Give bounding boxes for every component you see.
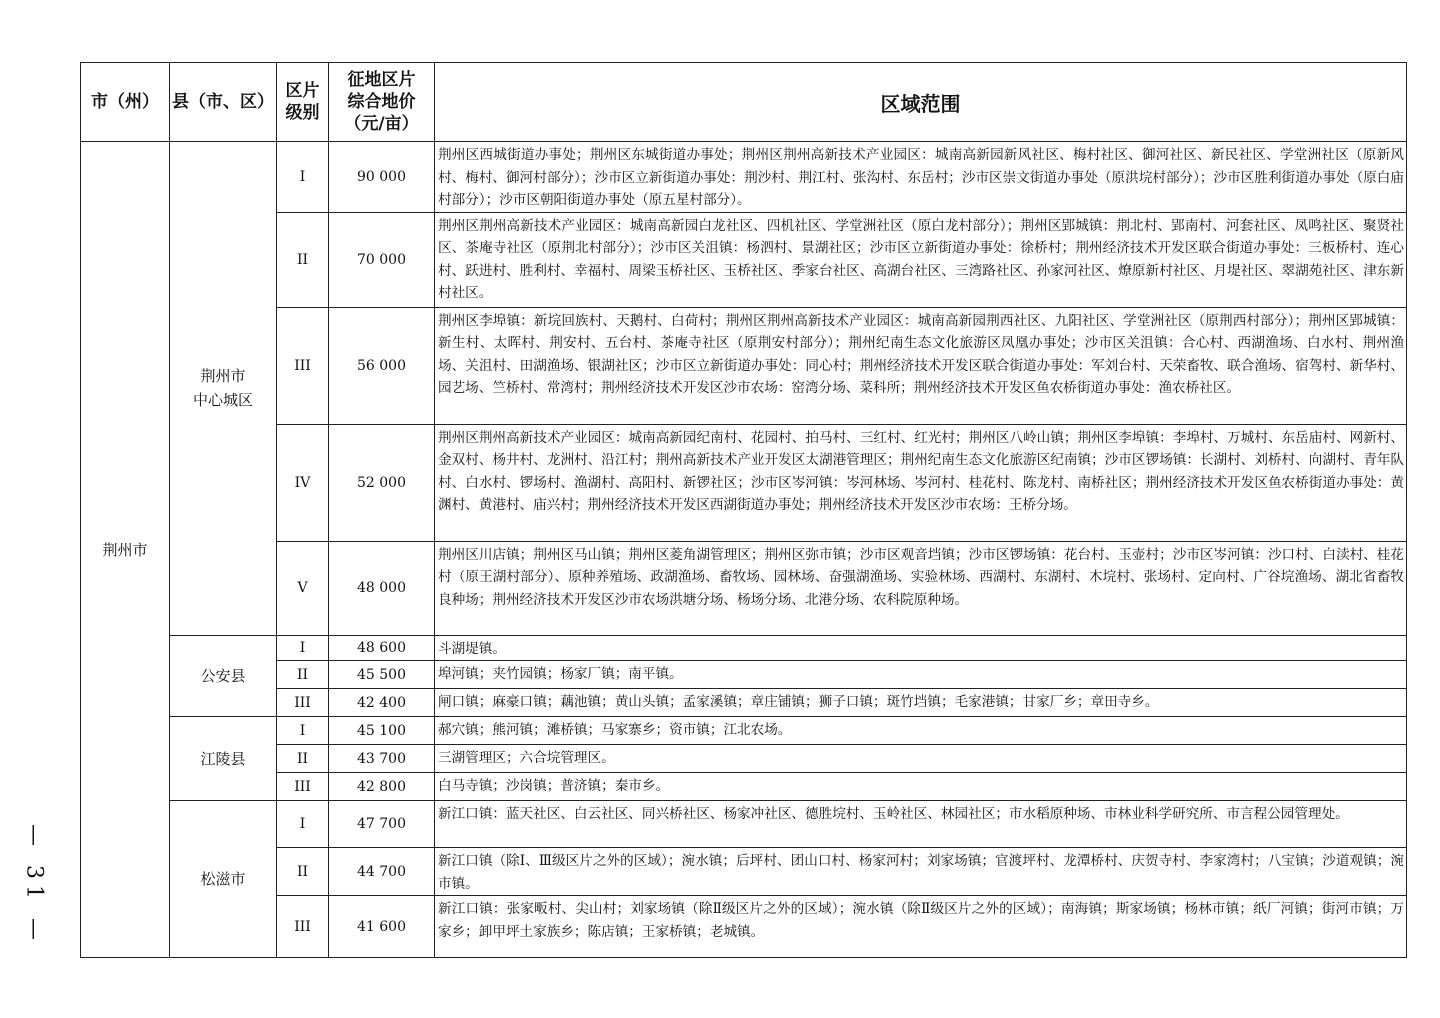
table-row	[81, 635, 1407, 661]
county-cell: 松滋市	[170, 801, 277, 958]
land-price-table	[80, 62, 1407, 958]
header-price: 征地区片 综合地价 （元/亩）	[329, 63, 435, 142]
header-range: 区域范围	[435, 63, 1407, 142]
level-cell: III	[277, 773, 329, 801]
table-row	[81, 717, 1407, 745]
range-cell: 三湖管理区；六合垸管理区。	[435, 745, 1407, 773]
range-cell: 荆州区川店镇；荆州区马山镇；荆州区菱角湖管理区；荆州区弥市镇；沙市区观音垱镇；沙市区锣场镇：花台村、玉壶村；沙市区岑河镇：沙口村、白渎村、桂花村（原王湖村部分）、原种养殖场、政湖渔场、畜牧场、园林场、奋强湖渔场、实验林场、西湖村、东湖村、木垸村、张场村、定向村、广谷垸渔场、湖北省畜牧良种场；荆州经济技术开发区沙市农场洪塘分场、杨场分场、北港分场、农科院原种场。	[435, 541, 1407, 635]
level-cell: I	[277, 801, 329, 848]
range-cell: 闸口镇；麻豪口镇；藕池镇；黄山头镇；孟家溪镇；章庄铺镇；狮子口镇；斑竹垱镇；毛家港镇；甘家厂乡；章田寺乡。	[435, 689, 1407, 717]
price-cell: 48 000	[329, 541, 435, 635]
range-cell: 郝穴镇；熊河镇；滩桥镇；马家寨乡；资市镇；江北农场。	[435, 717, 1407, 745]
table-row	[81, 848, 1407, 896]
table-row	[81, 424, 1407, 541]
city-cell: 荆州市	[81, 142, 170, 958]
table-row	[81, 689, 1407, 717]
table-row	[81, 661, 1407, 689]
header-county: 县（市、区）	[170, 63, 277, 142]
range-cell: 荆州区荆州高新技术产业园区：城南高新园白龙社区、四机社区、学堂洲社区（原白龙村部分）；荆州区郢城镇：荆北村、郢南村、河套社区、凤鸣社区、聚贤社区、茶庵寺社区（原荆北村部分）；沙市区关沮镇：杨泗村、景湖社区；沙市区立新街道办事处：徐桥村；荆州经济技术开发区联合街道办事处：三板桥村、连心村、跃进村、胜利村、幸福村、周梁玉桥社区、玉桥社区、季家台社区、高湖台社区、三湾路社区、孙家河社区、燎原新村社区、月堤社区、翠湖苑社区、津东新村社区。	[435, 212, 1407, 307]
price-cell: 41 600	[329, 896, 435, 958]
range-cell: 埠河镇；夹竹园镇；杨家厂镇；南平镇。	[435, 661, 1407, 689]
range-cell: 白马寺镇；沙岗镇；普济镇；秦市乡。	[435, 773, 1407, 801]
range-cell: 新江口镇（除Ⅰ、Ⅲ级区片之外的区域）；涴水镇；后坪村、团山口村、杨家河村；刘家场镇；官渡坪村、龙潭桥村、庆贺寺村、李家湾村；八宝镇；沙道观镇；涴市镇。	[435, 848, 1407, 896]
price-cell: 52 000	[329, 424, 435, 541]
range-cell: 荆州区西城街道办事处；荆州区东城街道办事处；荆州区荆州高新技术产业园区：城南高新园新风社区、梅村社区、御河社区、新民社区、学堂洲社区（原新风村、梅村、御河村部分）；沙市区立新街道办事处：荆沙村、荆江村、张沟村、东岳村；沙市区崇文街道办事处（原洪垸村部分）；沙市区胜利街道办事处（原白庙村部分）；沙市区朝阳街道办事处（原五星村部分）。	[435, 142, 1407, 213]
level-cell: II	[277, 745, 329, 773]
county-cell: 荆州市 中心城区	[170, 142, 277, 636]
level-cell: I	[277, 717, 329, 745]
price-cell: 48 600	[329, 635, 435, 661]
table-row	[81, 745, 1407, 773]
range-cell: 新江口镇：张家畈村、尖山村；刘家场镇（除Ⅱ级区片之外的区域）；涴水镇（除Ⅱ级区片之外的区域）；南海镇；斯家场镇；杨林市镇；纸厂河镇；街河市镇；万家乡；卸甲坪土家族乡；陈店镇；王家桥镇；老城镇。	[435, 896, 1407, 958]
page-number	[14, 815, 54, 955]
page-number-text: — 31 —	[21, 824, 47, 946]
table-row	[81, 801, 1407, 848]
range-cell: 新江口镇：蓝天社区、白云社区、同兴桥社区、杨家冲社区、德胜垸村、玉岭社区、林园社区；市水稻原种场、市林业科学研究所、市言程公园管理处。	[435, 801, 1407, 848]
county-cell: 江陵县	[170, 717, 277, 801]
price-cell: 43 700	[329, 745, 435, 773]
level-cell: II	[277, 212, 329, 307]
table-row	[81, 142, 1407, 213]
table-row	[81, 773, 1407, 801]
table-row	[81, 307, 1407, 424]
level-cell: I	[277, 142, 329, 213]
county-cell: 公安县	[170, 635, 277, 717]
level-cell: IV	[277, 424, 329, 541]
table-row	[81, 541, 1407, 635]
level-cell: II	[277, 848, 329, 896]
price-cell: 56 000	[329, 307, 435, 424]
header-row	[81, 63, 1407, 142]
header-city: 市（州）	[81, 63, 170, 142]
level-cell: III	[277, 307, 329, 424]
price-cell: 70 000	[329, 212, 435, 307]
range-cell: 荆州区荆州高新技术产业园区：城南高新园纪南村、花园村、拍马村、三红村、红光村；荆州区八岭山镇；荆州区李埠镇：李埠村、万城村、东岳庙村、网新村、金双村、杨井村、龙洲村、沿江村；荆州高新技术产业开发区太湖港管理区；荆州纪南生态文化旅游区纪南镇；沙市区锣场镇：长湖村、刘桥村、向湖村、青年队村、白水村、锣场村、渔湖村、高阳村、新锣社区；沙市区岑河镇：岑河林场、岑河村、桂花村、陈龙村、南桥社区；荆州经济技术开发区鱼农桥街道办事处：黄渊村、黄港村、庙兴村；荆州经济技术开发区西湖街道办事处；荆州经济技术开发区沙市农场：王桥分场。	[435, 424, 1407, 541]
level-cell: II	[277, 661, 329, 689]
price-cell: 45 500	[329, 661, 435, 689]
header-level: 区片 级别	[277, 63, 329, 142]
level-cell: I	[277, 635, 329, 661]
table-body	[81, 142, 1407, 958]
price-cell: 45 100	[329, 717, 435, 745]
table-row	[81, 212, 1407, 307]
price-cell: 42 800	[329, 773, 435, 801]
range-cell: 荆州区李埠镇：新垸回族村、天鹅村、白荷村；荆州区荆州高新技术产业园区：城南高新园荆西社区、九阳社区、学堂洲社区（原荆西村部分）；荆州区郢城镇：新生村、太晖村、荆安村、五台村、茶庵寺社区（原荆安村部分）；荆州纪南生态文化旅游区凤凰办事处；沙市区关沮镇：合心村、西湖渔场、白水村、荆州渔场、关沮村、田湖渔场、银湖社区；沙市区立新街道办事处：同心村；荆州经济技术开发区联合街道办事处：军刘台村、天荣畜牧、联合渔场、宿驾村、新华村、园艺场、竺桥村、常湾村；荆州经济技术开发区沙市农场：窑湾分场、菜科所；荆州经济技术开发区鱼农桥街道办事处：渔农桥社区。	[435, 307, 1407, 424]
range-cell: 斗湖堤镇。	[435, 635, 1407, 661]
price-cell: 42 400	[329, 689, 435, 717]
price-cell: 44 700	[329, 848, 435, 896]
level-cell: V	[277, 541, 329, 635]
level-cell: III	[277, 896, 329, 958]
price-cell: 47 700	[329, 801, 435, 848]
level-cell: III	[277, 689, 329, 717]
table-row	[81, 896, 1407, 958]
price-cell: 90 000	[329, 142, 435, 213]
